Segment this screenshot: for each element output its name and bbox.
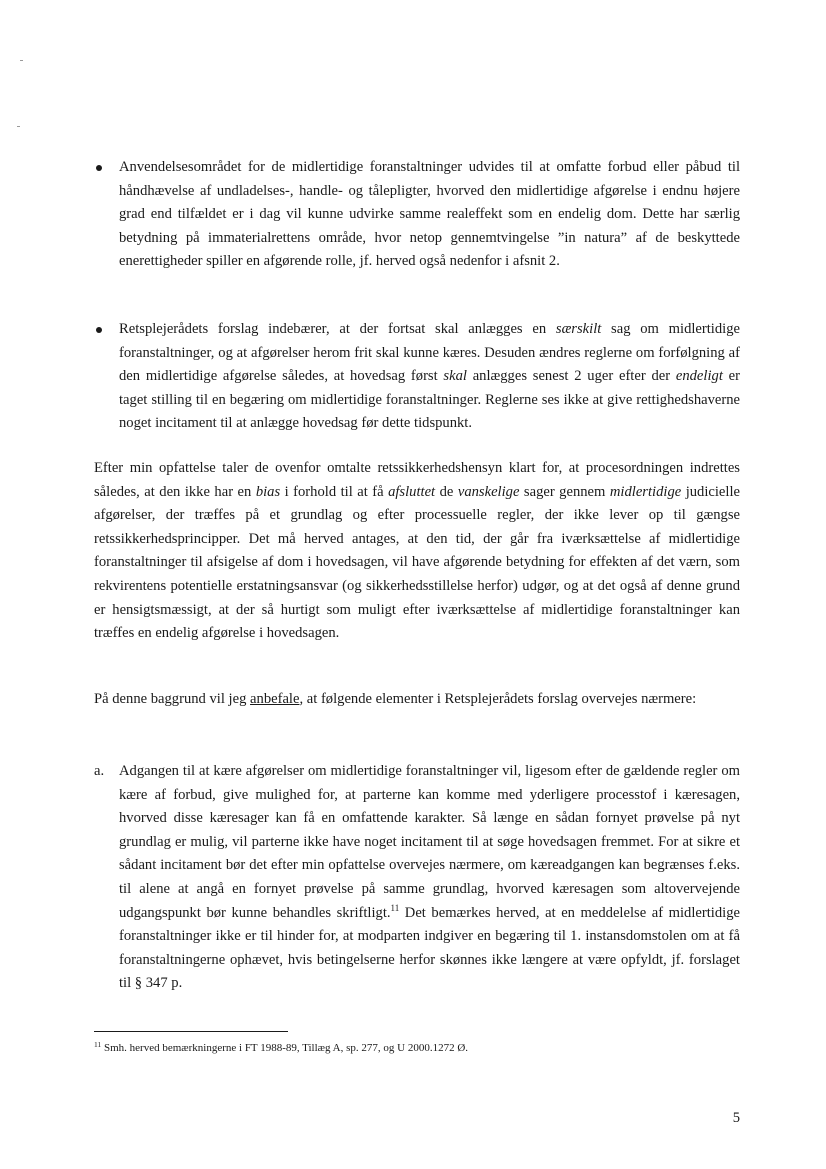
bullet-item: [96, 156, 740, 298]
footnote-reference: 11: [390, 902, 400, 913]
footnote: $^{11}$ Smh. herved bemærkningerne i FT 1988-89, Tillæg A, sp. 277, og U 2000.1272 Ø.: [94, 1040, 469, 1054]
list-item-text: Adgangen til at kære afgørelser om midlertidige foranstaltninger vil, ligesom efter de gældende regler om kære af forbud, give mulighed for, at parterne kan komme med yderligere processtof i kæresagen, hvorved disse kæresager kan få en omfattende karakter. Så længe en sådan fornyet prøvelse på nyt grundlag er mulig, vil parterne ikke have noget incitament til at søge hovedsagen fremmet. For at sikre et sådant incitament bør det efter min opfattelse overvejes nærmere, om kæreadgangen kan begrænses f.eks. til alene at angå en fornyet prøvelse på samme grundlag, hvorved kæresagen som altovervejende udgangspunkt bør kunne behandles skriftligt.$^{11}$ Det bemærkes herved, at en meddelelse af midlertidige foranstaltninger ikke er til hinder for, at modparten indgiver en begæring til 1. instansdomstolen om at få foranstaltningerne ophævet, hvis betingelserne herfor skønnes ikke længere at være opfyldt, jf. forslaget til § 347 p.: [119, 763, 740, 992]
footnote-divider: [94, 1031, 288, 1032]
footnote-number: 11: [94, 1040, 102, 1049]
bullet-dot-icon: [96, 327, 102, 333]
body-paragraph: På denne baggrund vil jeg anbefale, at følgende elementer i Retsplejerådets forslag overvejes nærmere:: [94, 691, 697, 707]
list-letter: a.: [94, 763, 105, 779]
bullet-item: [96, 318, 740, 436]
scan-artifact: [20, 60, 23, 61]
bullet-text: Retsplejerådets forslag indebærer, at der fortsat skal anlægges en særskilt sag om midlertidige foranstaltninger, og at afgørelser herom frit skal kunne kæres. Desuden ændres reglerne om forfølgning af den midlertidige afgørelse således, at hovedsag først skal anlægges senest 2 uger efter der endeligt er taget stilling til en begæring om midlertidige foranstaltninger. Reglerne ses ikke at give rettighedshaverne noget incitament til at anlægge hovedsag før dette tidspunkt.: [119, 321, 740, 432]
bullet-text: Anvendelsesområdet for de midlertidige foranstaltninger udvides til at omfatte forbud eller påbud til håndhævelse af undladelses-, handle- og tålepligter, hvorved den midlertidige afgørelse i endnu højere grad end tilfældet er i dag vil kunne udvirke samme realeffekt som en endelig dom. Dette har særlig betydning på immaterialrettens område, hvor netop gennemtvingelse ”in natura” af de beskyttede enerettigheder spiller en afgørende rolle, jf. herved også nedenfor i afsnit 2.: [119, 159, 740, 270]
list-item: [94, 760, 740, 1020]
scan-artifact: [17, 126, 20, 127]
underlined-word: anbefale: [250, 691, 300, 707]
bullet-dot-icon: [96, 165, 102, 171]
page-number: 5: [732, 1110, 740, 1126]
body-paragraph: Efter min opfattelse taler de ovenfor omtalte retssikkerhedshensyn klart for, at procesordningen indrettes således, at den ikke har en bias i forhold til at få afsluttet de vanskelige sager gennem midlertidige judicielle afgørelser, der træffes på et grundlag og efter processuelle regler, der ikke lever op til gængse retssikkerhedsprincipper. Det må herved antages, at den tid, der går fra iværksættelse af midlertidige foranstaltninger til afsigelse af dom i hovedsagen, vil have afgørende betydning for effekten af det værn, som rekvirentens potentielle erstatningsansvar (og sikkerhedsstillelse herfor) udgør, og at det også af denne grund er hensigtsmæssigt, at der så hurtigt som muligt efter iværksættelse af midlertidige foranstaltninger kan træffes en endelig afgørelse i hovedsagen.: [94, 460, 740, 642]
